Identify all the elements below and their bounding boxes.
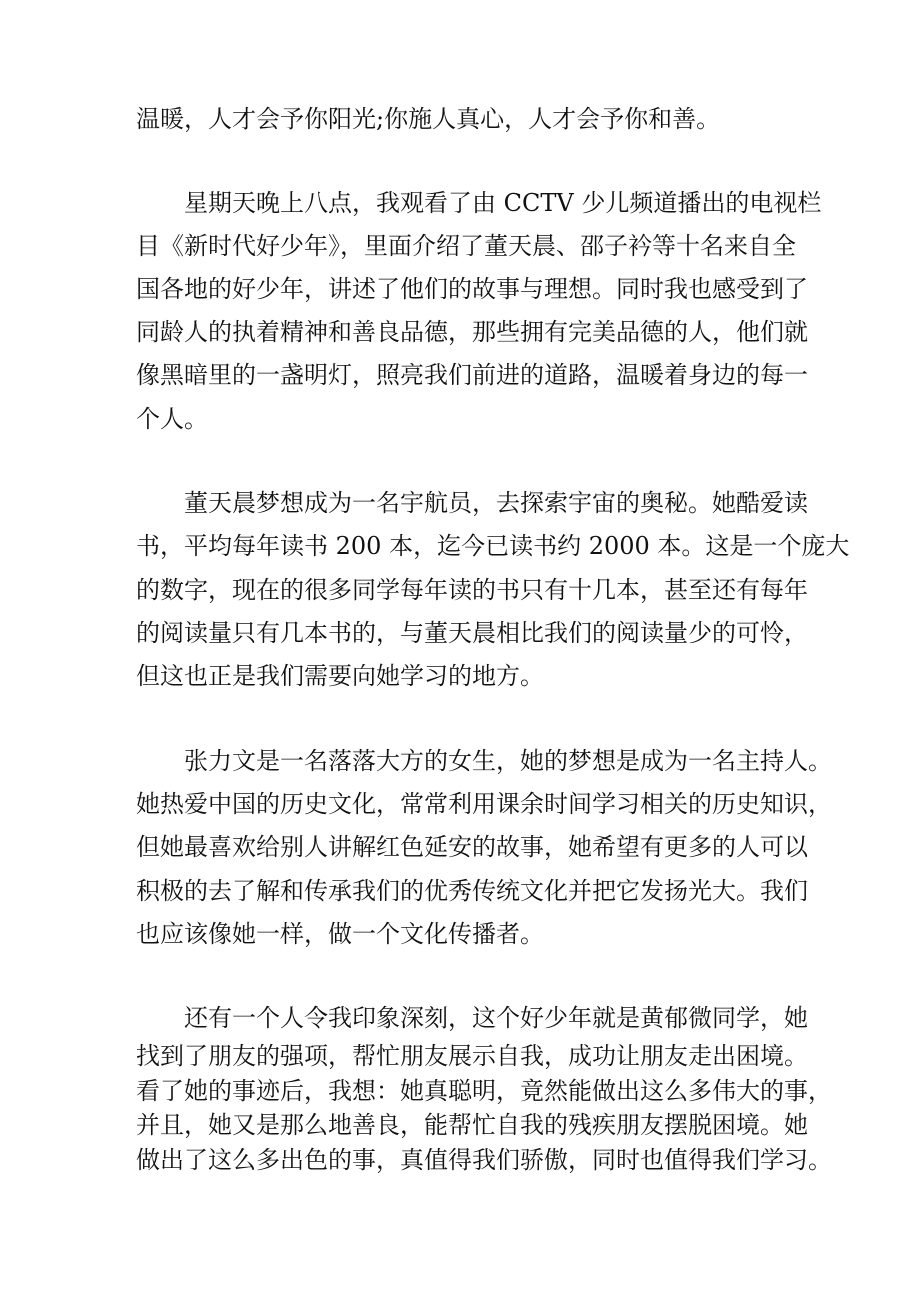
paragraph-4-line-1: 张力文是一名落落大方的女生，她的梦想是成为一名主持人。 bbox=[184, 747, 832, 775]
paragraph-4-line-2: 她热爱中国的历史文化，常常利用课余时间学习相关的历史知识， bbox=[136, 790, 832, 818]
paragraph-2-line-5: 像黑暗里的一盏明灯，照亮我们前进的道路，温暖着身边的每一 bbox=[136, 361, 808, 389]
paragraph-5-line-1: 还有一个人令我印象深刻，这个好少年就是黄郁微同学，她 bbox=[184, 1004, 808, 1032]
paragraph-3-line-2: 书，平均每年读书 200 本，迄今已读书约 2000 本。这是一个庞大 bbox=[136, 532, 850, 560]
paragraph-3-line-4: 的阅读量只有几本书的，与董天晨相比我们的阅读量少的可怜， bbox=[136, 619, 808, 647]
paragraph-5-line-4: 并且，她又是那么地善良，能帮忙自我的残疾朋友摆脱困境。她 bbox=[136, 1111, 808, 1139]
paragraph-4-line-4: 积极的去了解和传承我们的优秀传统文化并把它发扬光大。我们 bbox=[136, 877, 808, 905]
paragraph-3-line-3: 的数字，现在的很多同学每年读的书只有十几本，甚至还有每年 bbox=[136, 576, 808, 604]
paragraph-5-line-5: 做出了这么多出色的事，真值得我们骄傲，同时也值得我们学习。 bbox=[136, 1146, 832, 1174]
paragraph-2-line-1: 星期天晚上八点，我观看了由 CCTV 少儿频道播出的电视栏 bbox=[184, 189, 822, 217]
paragraph-2-line-3: 国各地的好少年，讲述了他们的故事与理想。同时我也感受到了 bbox=[136, 275, 808, 303]
paragraph-2-line-4: 同龄人的执着精神和善良品德，那些拥有完美品德的人，他们就 bbox=[136, 318, 808, 346]
paragraph-4-line-5: 也应该像她一样，做一个文化传播者。 bbox=[136, 920, 544, 948]
paragraph-4-line-3: 但她最喜欢给别人讲解红色延安的故事，她希望有更多的人可以 bbox=[136, 833, 808, 861]
paragraph-3-line-1: 董天晨梦想成为一名宇航员，去探索宇宙的奥秘。她酷爱读 bbox=[184, 489, 808, 517]
paragraph-2-line-6: 个人。 bbox=[136, 405, 208, 433]
paragraph-5-line-2: 找到了朋友的强项，帮忙朋友展示自我，成功让朋友走出困境。 bbox=[136, 1042, 808, 1070]
paragraph-3-line-5: 但这也正是我们需要向她学习的地方。 bbox=[136, 662, 544, 690]
paragraph-1-line-1: 温暖，人才会予你阳光;你施人真心，人才会予你和善。 bbox=[136, 105, 721, 133]
paragraph-5-line-3: 看了她的事迹后，我想：她真聪明，竟然能做出这么多伟大的事， bbox=[136, 1077, 832, 1105]
paragraph-2-line-2: 目《新时代好少年》，里面介绍了董天晨、邵子衿等十名来自全 bbox=[136, 232, 796, 260]
